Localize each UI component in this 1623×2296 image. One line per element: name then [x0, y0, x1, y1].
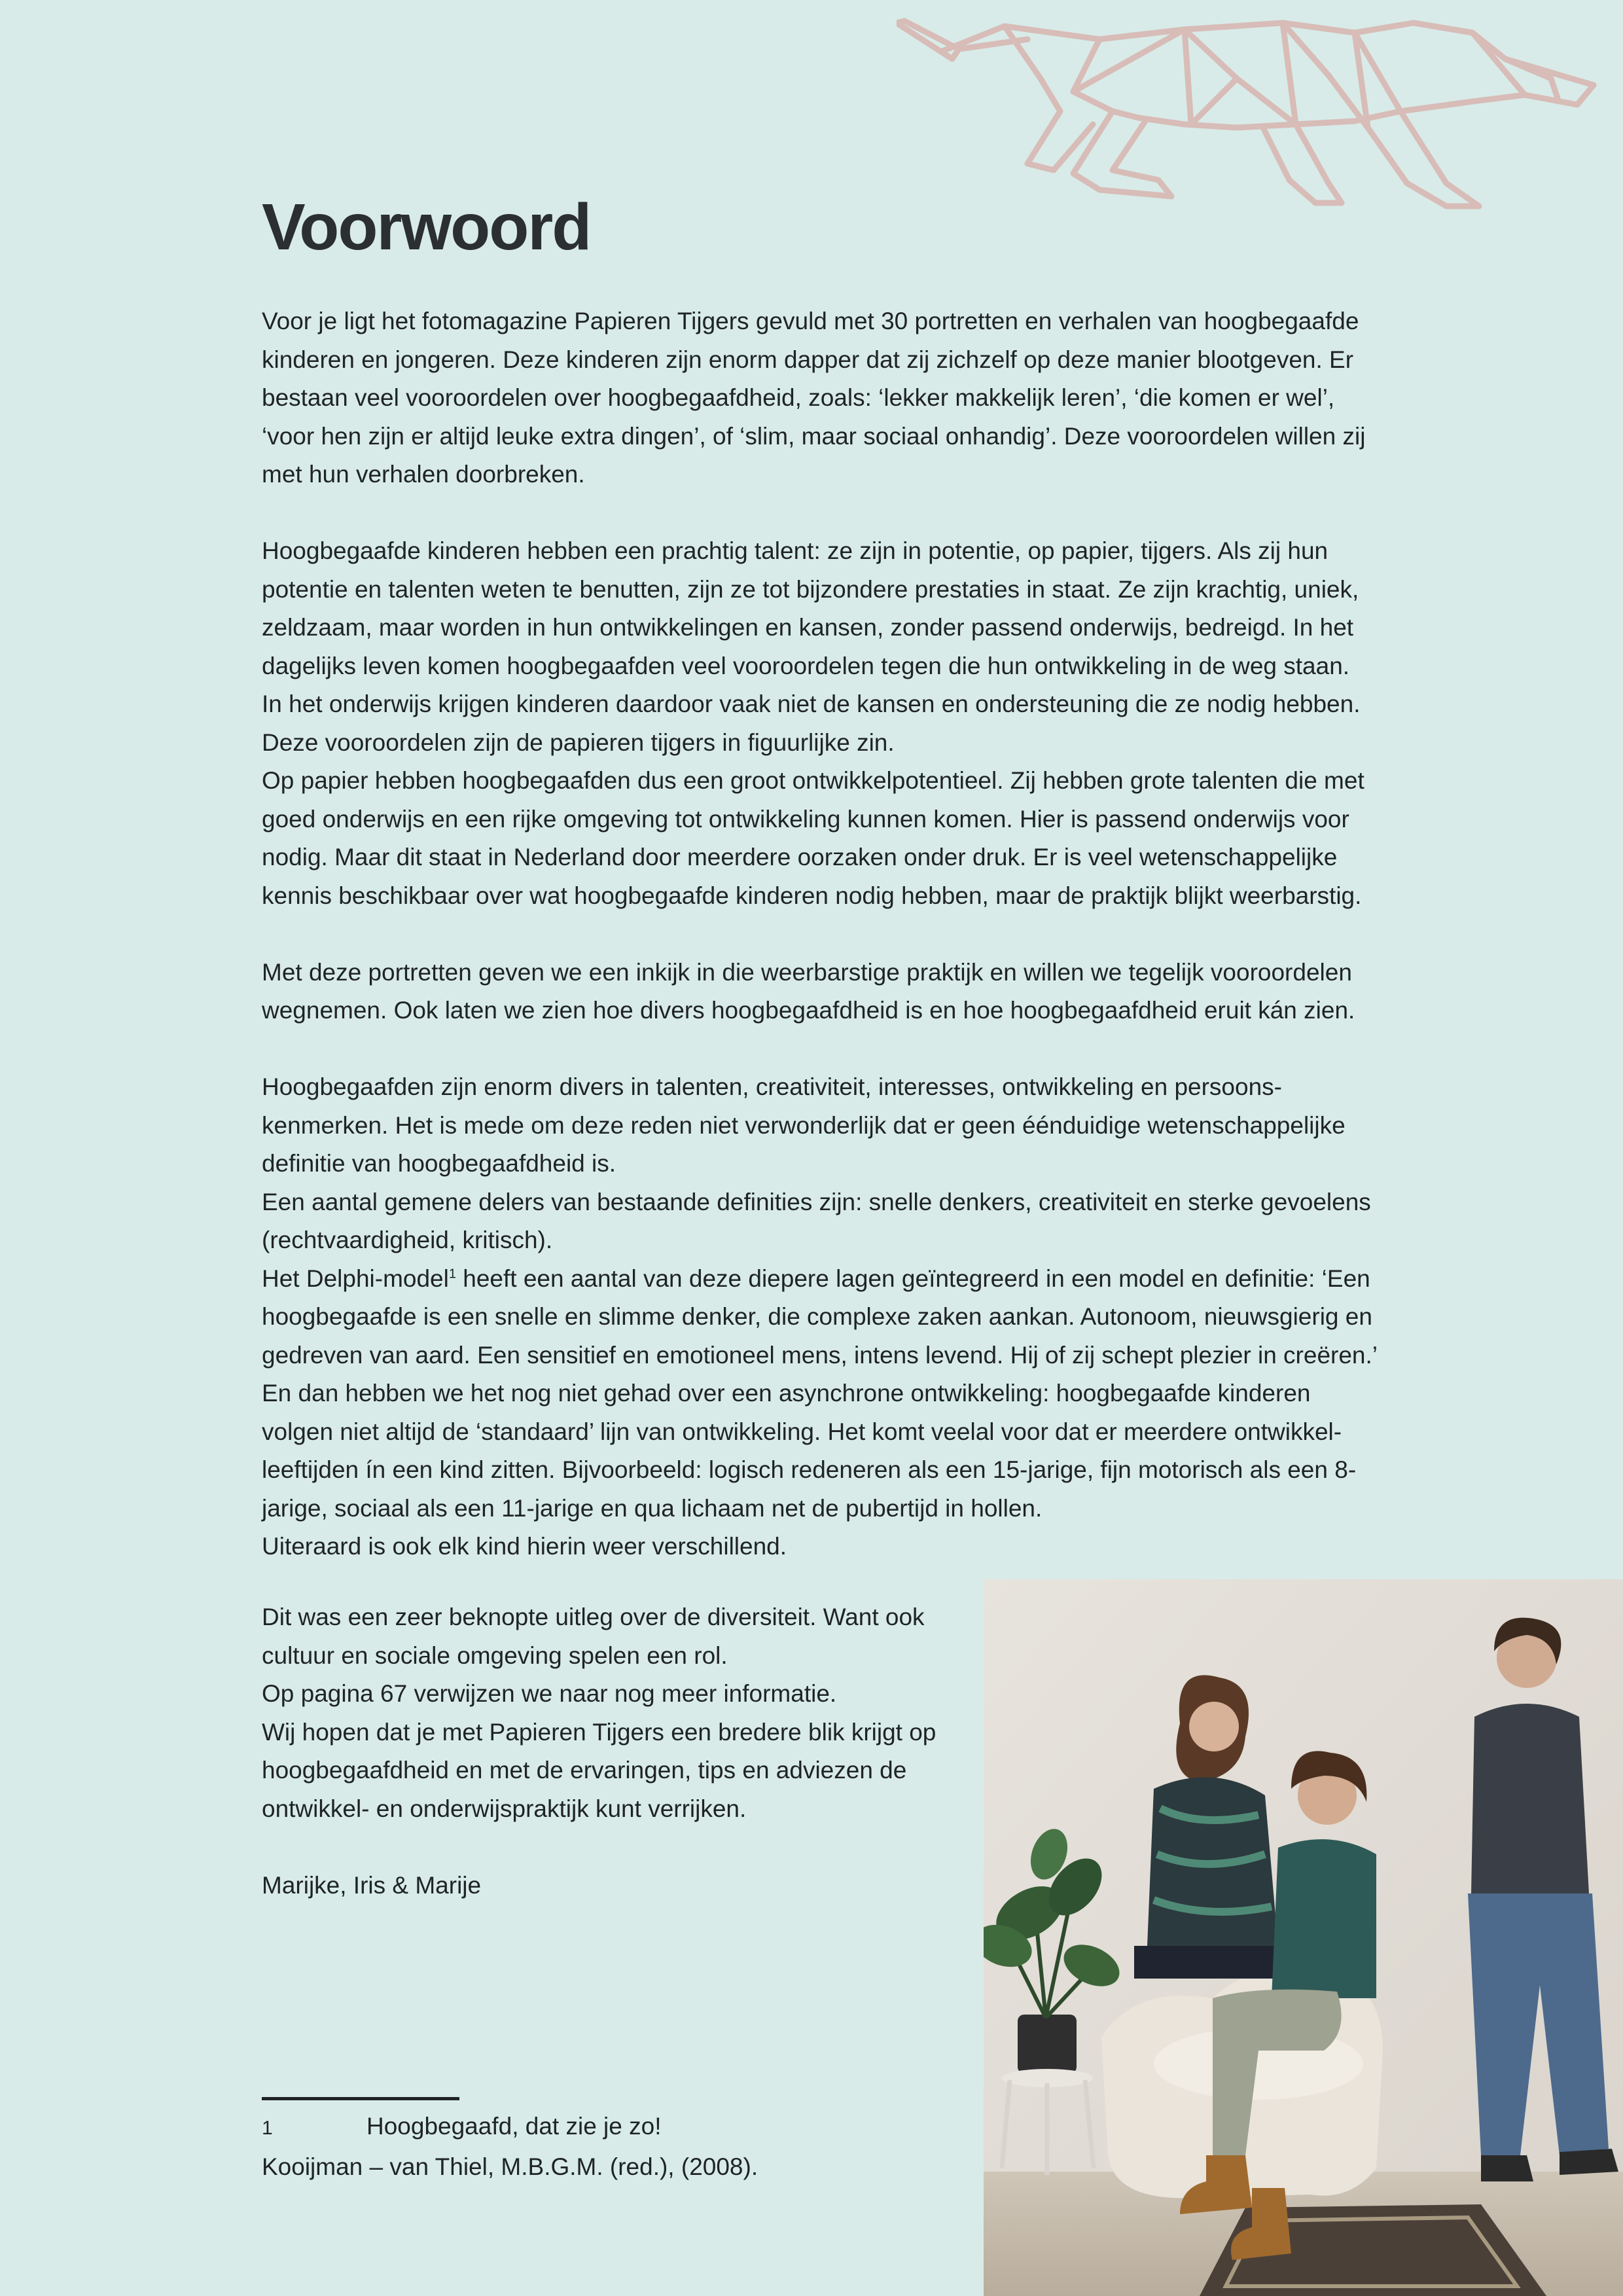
geometric-tiger-icon: [897, 13, 1603, 209]
intro-paragraph: Voor je ligt het fotomagazine Papieren Tijgers gevuld met 30 portretten en verhalen van hoogbegaafde kinderen en jongeren. Deze kinderen zijn enorm dapper dat zij zichzelf op deze manier blootgeven. Er bestaan veel vooroordelen over hoogbegaafdheid, zoals: ‘lekker makkelijk leren’, ‘die komen er wel’, ‘voor hen zijn er altijd leuke extra dingen’, of ‘slim, maar sociaal onhandig’. Deze vooroordelen willen zij met hun verhalen doorbreken.: [262, 308, 1366, 488]
diversity-paragraph: Hoogbegaafden zijn enorm divers in talenten, creativiteit, interesses, ontwikkeling en persoonskenmerken. Het is mede om deze reden niet verwonderlijk dat er geen éénduidige wetenschappelijke definitie van hoogbegaafdheid is.: [262, 1073, 1346, 1177]
asynchronous-paragraph: En dan hebben we het nog niet gehad over een asynchrone ontwikkeling: hoogbegaafde kinderen volgen niet altijd de ‘standaard’ lijn van ontwikkeling. Het komt veelal voor dat er meerdere ontwikkelleeftijden ín een kind zitten. Bijvoorbeeld: logisch redeneren als een 15-jarige, fijn motorisch als een 8-jarige, sociaal als een 11-jarige en qua lichaam net de pubertijd in hollen.: [262, 1380, 1357, 1522]
footnote-citation: Kooijman – van Thiel, M.B.G.M. (red.), (2008).: [262, 2153, 758, 2180]
portraits-paragraph: Met deze portretten geven we een inkijk in die weerbarstige praktijk en willen we tegelijk vooroordelen wegnemen. Ook laten we zien hoe divers hoogbegaafdheid is en hoe hoogbegaafdheid eruit kán zien.: [262, 958, 1355, 1024]
definitions-paragraph: Een aantal gemene delers van bestaande definities zijn: snelle denkers, creativiteit en sterke gevoelens (rechtvaardigheid, kritisch).: [262, 1188, 1371, 1253]
education-paragraph: In het onderwijs krijgen kinderen daardoor vaak niet de kansen en ondersteuning die ze nodig hebben.: [262, 691, 1361, 717]
body-text: [262, 302, 1387, 1566]
footnote-divider: [262, 2097, 459, 2100]
different-paragraph: Uiteraard is ook elk kind hierin weer verschillend.: [262, 1533, 787, 1560]
closing-text: [262, 1598, 969, 1905]
summary-paragraph: Dit was een zeer beknopte uitleg over de diversiteit. Want ook cultuur en sociale omgeving spelen een rol.: [262, 1604, 925, 1669]
prejudice-paragraph: Deze vooroordelen zijn de papieren tijgers in figuurlijke zin.: [262, 728, 895, 756]
delphi-paragraph: [262, 1260, 1387, 1375]
footnote-number: 1: [262, 2117, 273, 2139]
delphi-text-start: Het Delphi-model: [262, 1265, 449, 1292]
footnote: [262, 2108, 758, 2186]
delphi-text-end: heeft een aantal van deze diepere lagen geïntegreerd in een model en definitie: ‘Een hoogbegaafde is een snelle en slimme denker, die complexe zaken aankan. Autonoom, nieuwsgierig en gedreven van aard. Een sensitief en emotioneel mens, intens levend. Hij of zij schept plezier in creëren.’: [262, 1265, 1378, 1369]
reference-paragraph: Op pagina 67 verwijzen we naar nog meer informatie.: [262, 1680, 837, 1707]
potential-paragraph: Op papier hebben hoogbegaafden dus een groot ontwikkelpotentieel. Zij hebben grote talenten die met goed onderwijs en een rijke omgeving tot ontwikkeling kunnen komen. Hier is passend onderwijs voor nodig. Maar dit staat in Nederland door meerdere oorzaken onder druk. Er is veel wetenschappelijke kennis beschikbaar over wat hoogbegaafde kinderen nodig hebben, maar de praktijk blijkt weerbarstig.: [262, 767, 1364, 909]
hope-paragraph: Wij hopen dat je met Papieren Tijgers een bredere blik krijgt op hoogbegaafdheid en met de ervaringen, tips en adviezen de ontwikkel- en onderwijspraktijk kunt verrijken.: [262, 1718, 936, 1822]
signature: Marijke, Iris & Marije: [262, 1871, 482, 1899]
portrait-photo: [984, 1579, 1623, 2296]
page-title: Voorwoord: [262, 190, 591, 264]
talent-paragraph: Hoogbegaafde kinderen hebben een prachtig talent: ze zijn in potentie, op papier, tijgers. Als zij hun potentie en talenten weten te benutten, zijn ze tot bijzondere prestaties in staat. Ze zijn krachtig, uniek, zeldzaam, maar worden in hun ontwikkelingen en kansen, zonder passend onderwijs, bedreigd. In het dagelijks leven komen hoogbegaafden veel vooroordelen tegen die hun ontwikkeling in de weg staan.: [262, 537, 1359, 679]
footnote-title: Hoogbegaafd, dat zie je zo!: [366, 2113, 662, 2140]
footnote-reference: 1: [448, 1266, 456, 1282]
